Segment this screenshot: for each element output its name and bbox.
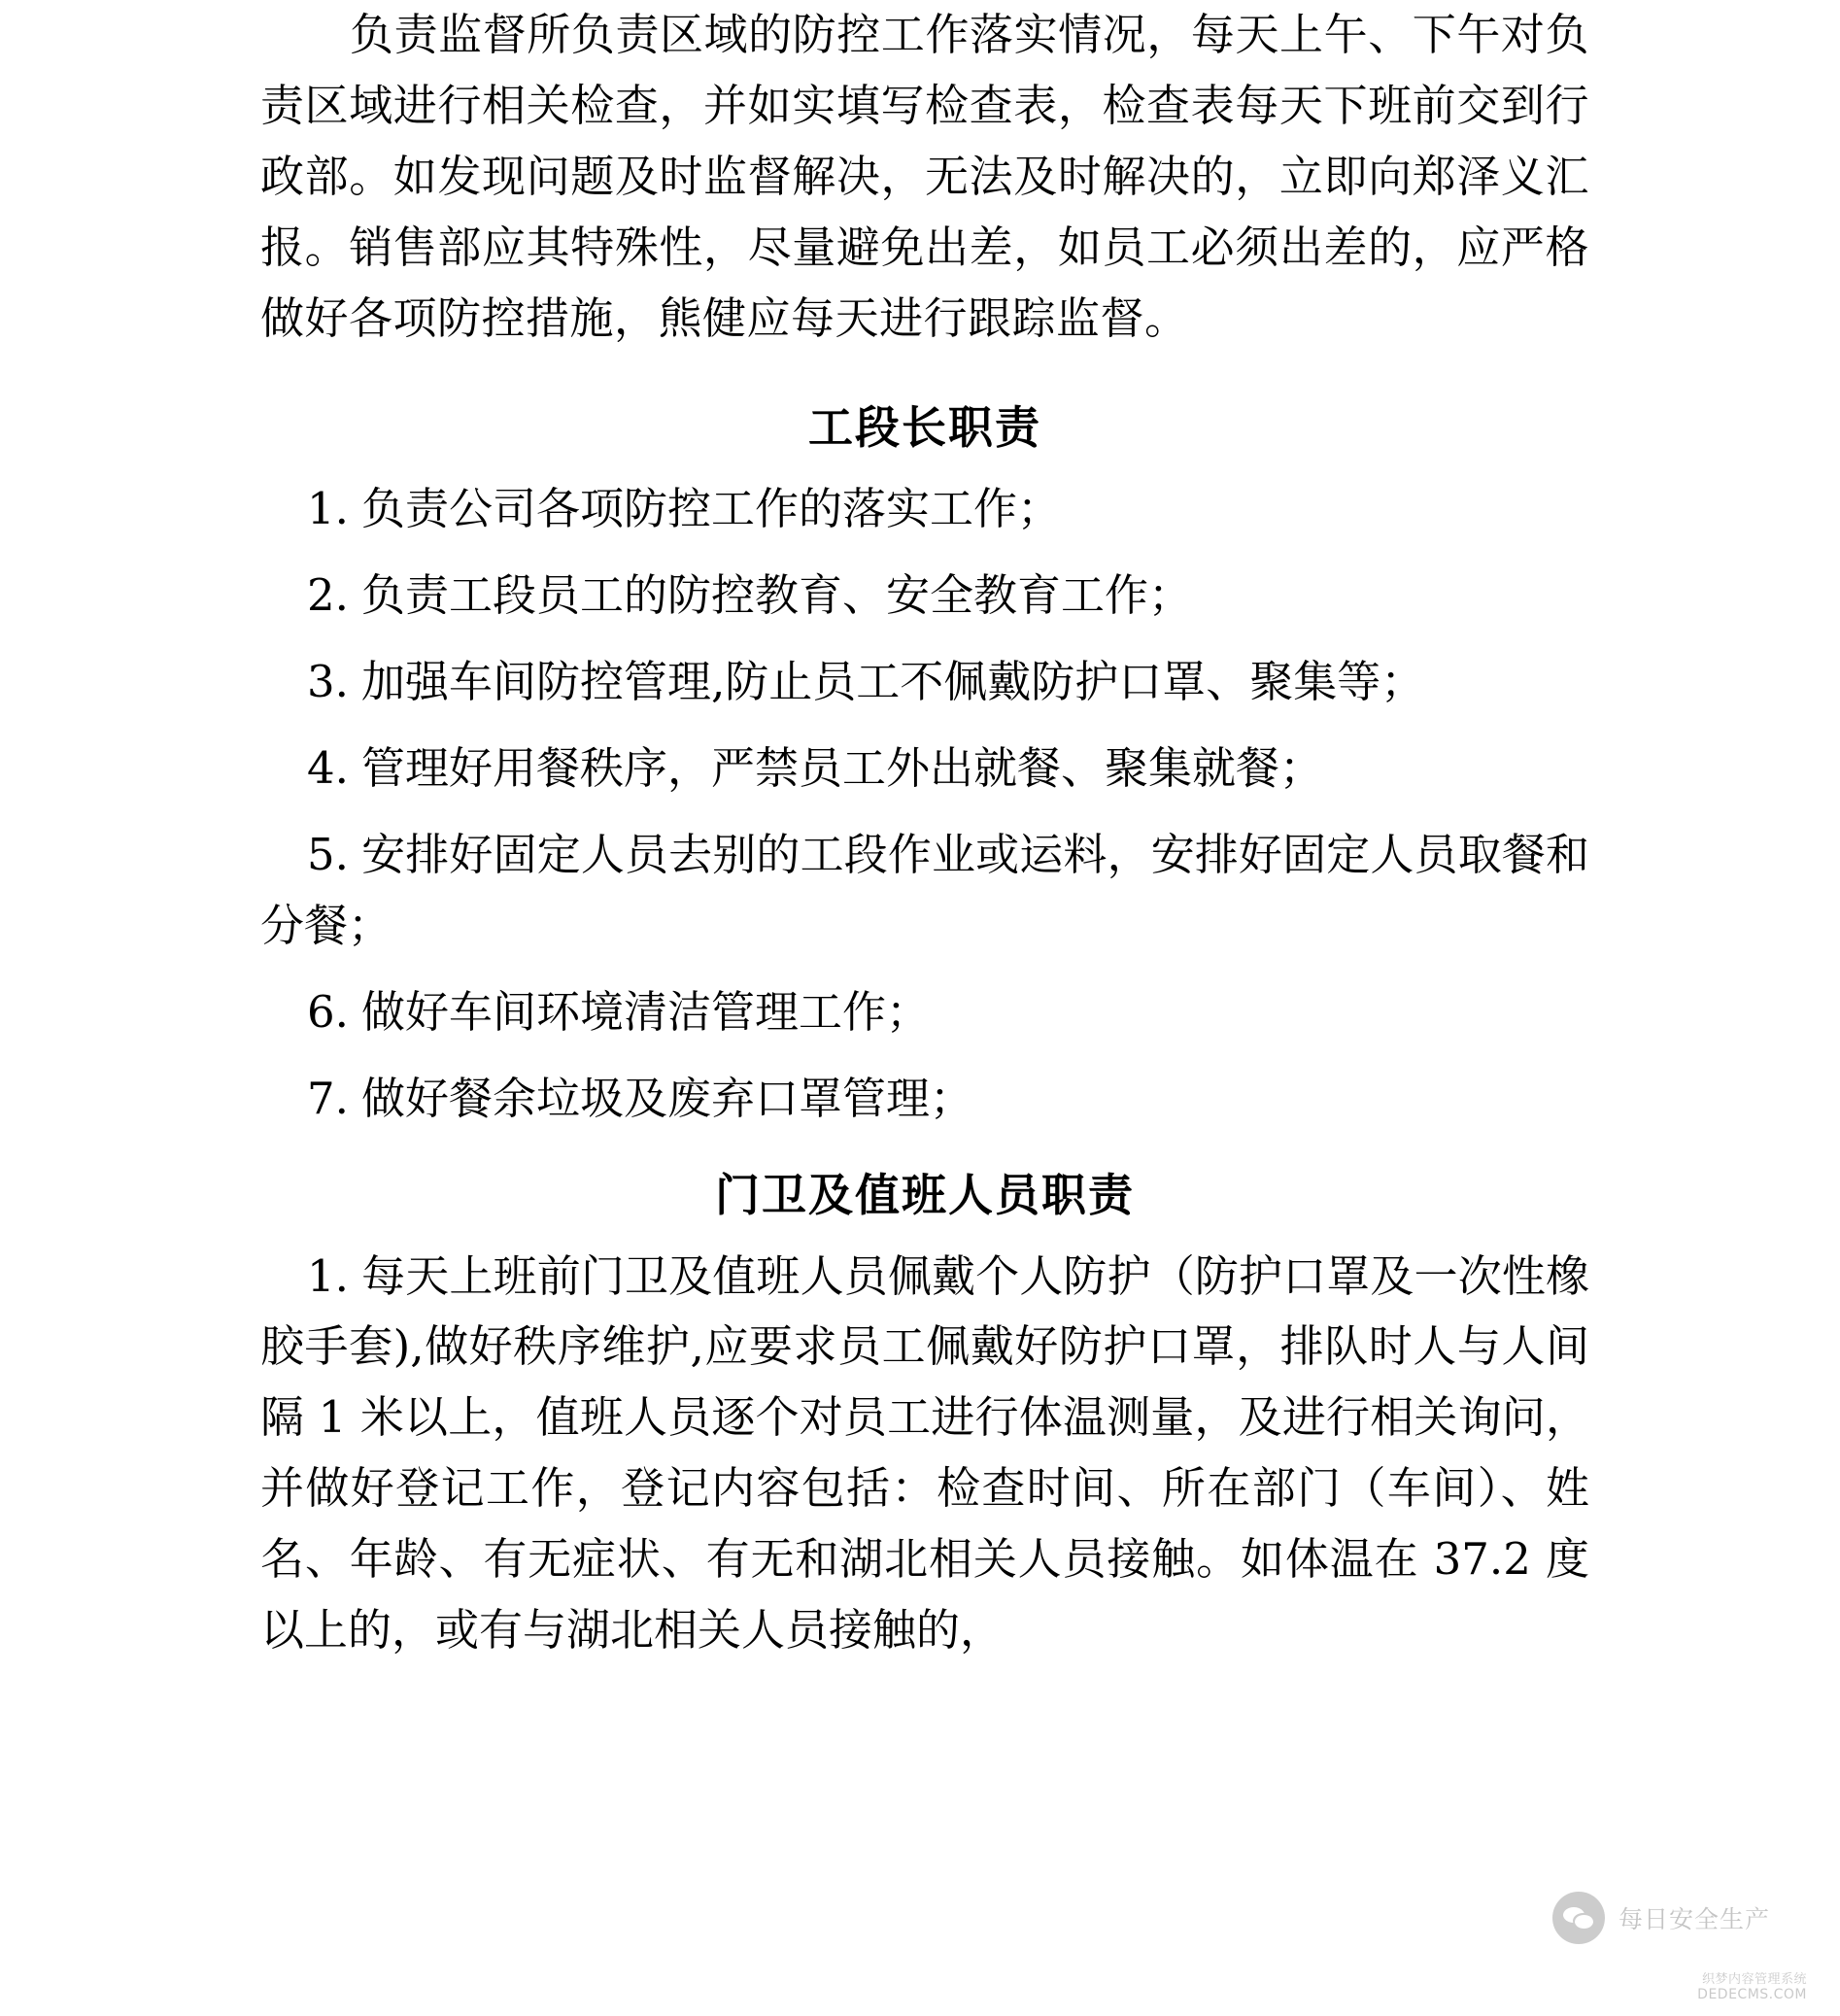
wechat-account-name: 每日安全生产 bbox=[1618, 1905, 1770, 1933]
cms-watermark bbox=[1697, 1968, 1807, 2002]
list-item-number: 4. bbox=[307, 742, 349, 795]
list-item bbox=[260, 474, 1589, 545]
list-item-text: 安排好固定人员去别的工段作业或运料，安排好固定人员取餐和分餐； bbox=[260, 829, 1589, 951]
wechat-watermark bbox=[1552, 1892, 1770, 1944]
list-item-text: 管理好用餐秩序，严禁员工外出就餐、聚集就餐； bbox=[361, 742, 1324, 795]
wechat-icon bbox=[1552, 1892, 1605, 1944]
list-item bbox=[260, 1064, 1589, 1135]
list-item-text: 做好餐余垃圾及废弃口罩管理； bbox=[361, 1072, 974, 1124]
section-title-workshop-leader: 工段长职责 bbox=[808, 401, 1041, 455]
list-item-number: 1. bbox=[307, 483, 349, 535]
list-item bbox=[260, 734, 1589, 804]
list-item-text: 加强车间防控管理,防止员工不佩戴防护口罩、聚集等； bbox=[361, 656, 1425, 708]
list-item-text: 每天上班前门卫及值班人员佩戴个人防护（防护口罩及一次性橡胶手套),做好秩序维护,应要求员工佩戴好防护口罩，排队时人与人间隔 1 米以上，值班人员逐个对员工进行体温测量，及进行相关询问，并做好登记工作，登记内容包括：检查时间、所在部门（车间）、姓名、年龄、有无症状、有无和湖北相关人员接触。如体温在 37.2 度以上的，或有与湖北相关人员接触的， bbox=[260, 1249, 1589, 1657]
list-item bbox=[260, 647, 1589, 718]
list-item-number: 7. bbox=[307, 1072, 349, 1124]
list-item bbox=[260, 820, 1589, 962]
list-item-text: 负责公司各项防控工作的落实工作； bbox=[361, 483, 1062, 535]
list-item-number: 1. bbox=[307, 1249, 349, 1302]
list-item-number: 6. bbox=[307, 985, 349, 1038]
list-item-text: 做好车间环境清洁管理工作； bbox=[361, 985, 931, 1038]
opening-paragraph: 负责监督所负责区域的防控工作落实情况，每天上午、下午对负责区域进行相关检查，并如实填写检查表，检查表每天下班前交到行政部。如发现问题及时监督解决，无法及时解决的，立即向郑泽义汇报。销售部应其特殊性，尽量避免出差，如员工必须出差的，应严格做好各项防控措施，熊健应每天进行跟踪监督。 bbox=[260, 9, 1589, 344]
spacer bbox=[260, 354, 1589, 367]
duty-list-workshop-leader bbox=[260, 474, 1589, 1134]
section-title-gate-guard: 门卫及值班人员职责 bbox=[715, 1168, 1135, 1221]
duty-list-gate-guard bbox=[260, 1242, 1589, 1666]
list-item bbox=[260, 561, 1589, 632]
list-item-text: 负责工段员工的防控教育、安全教育工作； bbox=[361, 569, 1193, 622]
list-item-number: 5. bbox=[307, 829, 349, 881]
list-item bbox=[260, 1242, 1589, 1666]
cms-watermark-cn: 织梦内容管理系统 bbox=[1701, 1972, 1807, 1987]
list-item-number: 3. bbox=[307, 656, 349, 708]
list-item bbox=[260, 977, 1589, 1048]
cms-watermark-en: DEDECMS.COM bbox=[1697, 1987, 1807, 2002]
list-item-number: 2. bbox=[307, 569, 349, 622]
